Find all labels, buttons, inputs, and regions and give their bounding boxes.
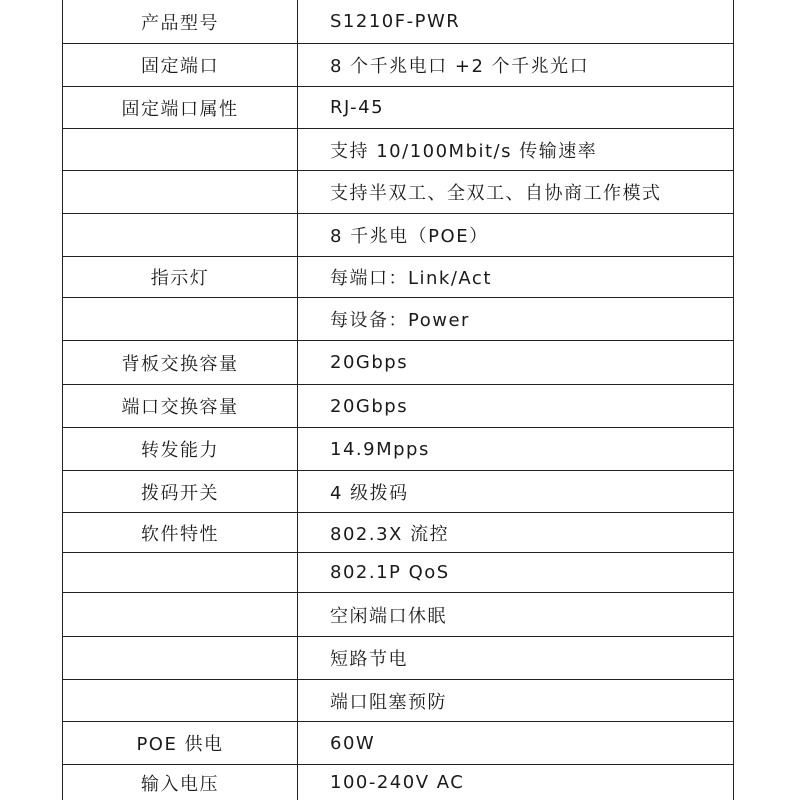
spec-row — [62, 553, 734, 593]
spec-value: 14.9Mpps — [298, 428, 734, 471]
spec-label: 输入电压 — [62, 765, 298, 800]
spec-row — [62, 637, 734, 680]
spec-row — [62, 171, 734, 214]
spec-label: 软件特性 — [62, 513, 298, 553]
spec-label — [62, 680, 298, 722]
spec-row — [62, 0, 734, 44]
spec-value: 20Gbps — [298, 385, 734, 428]
spec-value: 20Gbps — [298, 341, 734, 385]
spec-value: 支持 10/100Mbit/s 传输速率 — [298, 129, 734, 171]
spec-value: 100-240V AC — [298, 765, 734, 800]
spec-value: 802.1P QoS — [298, 553, 734, 593]
spec-value: 8 千兆电（POE） — [298, 214, 734, 257]
spec-row — [62, 214, 734, 257]
spec-value: 60W — [298, 722, 734, 765]
spec-row — [62, 385, 734, 428]
spec-value: 支持半双工、全双工、自协商工作模式 — [298, 171, 734, 214]
spec-table — [62, 0, 734, 800]
spec-row — [62, 513, 734, 553]
spec-label: 产品型号 — [62, 0, 298, 44]
spec-value: S1210F-PWR — [298, 0, 734, 44]
spec-row — [62, 428, 734, 471]
spec-row — [62, 87, 734, 129]
spec-row — [62, 722, 734, 765]
spec-value: 4 级拨码 — [298, 471, 734, 513]
spec-row — [62, 471, 734, 513]
spec-value: 802.3X 流控 — [298, 513, 734, 553]
spec-row — [62, 44, 734, 87]
spec-row — [62, 680, 734, 722]
spec-label — [62, 171, 298, 214]
spec-row — [62, 765, 734, 800]
spec-value: 每端口：Link/Act — [298, 257, 734, 298]
spec-label — [62, 129, 298, 171]
spec-row — [62, 341, 734, 385]
spec-label: 指示灯 — [62, 257, 298, 298]
spec-label: 转发能力 — [62, 428, 298, 471]
spec-label: POE 供电 — [62, 722, 298, 765]
spec-value: 8 个千兆电口 +2 个千兆光口 — [298, 44, 734, 87]
spec-label: 背板交换容量 — [62, 341, 298, 385]
spec-label — [62, 553, 298, 593]
spec-label: 端口交换容量 — [62, 385, 298, 428]
spec-value: 端口阻塞预防 — [298, 680, 734, 722]
spec-label — [62, 214, 298, 257]
spec-value: 空闲端口休眠 — [298, 593, 734, 637]
spec-row — [62, 593, 734, 637]
spec-value: 每设备：Power — [298, 298, 734, 341]
spec-label: 固定端口 — [62, 44, 298, 87]
spec-label: 拨码开关 — [62, 471, 298, 513]
spec-label — [62, 637, 298, 680]
spec-label — [62, 593, 298, 637]
spec-row — [62, 129, 734, 171]
spec-row — [62, 257, 734, 298]
spec-row — [62, 298, 734, 341]
spec-label: 固定端口属性 — [62, 87, 298, 129]
spec-label — [62, 298, 298, 341]
spec-value: RJ-45 — [298, 87, 734, 129]
spec-value: 短路节电 — [298, 637, 734, 680]
